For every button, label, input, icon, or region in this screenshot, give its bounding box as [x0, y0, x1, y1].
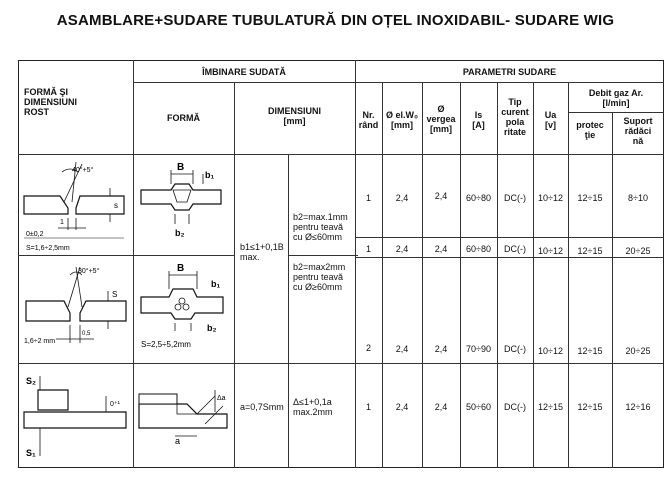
cell-prot: 12÷15: [577, 346, 603, 356]
header-forma-rost: FORMĂ ŞI DIMENSIUNI ROST: [24, 87, 78, 117]
cell-ua: 10÷12: [538, 346, 563, 356]
header-nr-rand: Nr. rând: [358, 110, 379, 130]
sketch-label-da: Δa: [217, 395, 226, 402]
header-diam-vergea: Ø vergea [mm]: [426, 104, 456, 134]
sketch-label-B: B: [177, 162, 185, 173]
sketch-row1-forma: [135, 160, 233, 250]
sketch-label-gap: 1,6÷2 mm: [24, 338, 56, 345]
cell-nr: 1: [365, 244, 371, 254]
cell-el: 2,4: [395, 244, 409, 254]
sketch-label-s: S: [112, 290, 118, 299]
cell-suport: 20÷25: [625, 246, 651, 256]
cell-prot: 12÷15: [577, 193, 603, 203]
cell-curent: DC(-): [504, 244, 526, 254]
rule-param-row1: [355, 237, 664, 238]
sketch-label-s1: S₁: [26, 448, 36, 458]
rule-row1-bottom-right: [288, 255, 358, 256]
sketch-row2-rost: [20, 259, 132, 359]
header-dimensiuni: DIMENSIUNI [mm]: [267, 106, 321, 126]
rule-col-suport: [612, 112, 613, 468]
rule-col-dim-right: [288, 154, 289, 468]
sketch-label-a: a: [175, 436, 181, 446]
header-forma: FORMĂ: [167, 113, 200, 123]
sketch-label-angle: 30°+5°: [78, 268, 100, 275]
sketch-label-gap: 0±0,2: [26, 231, 44, 238]
cell-is: 50÷60: [466, 402, 491, 412]
cell-suport: 12÷16: [625, 402, 651, 412]
sketch-label-s2: S₂: [26, 376, 37, 386]
sketch-label-S: S=1,6÷2,5mm: [26, 245, 70, 252]
cell-nr: 1: [365, 402, 371, 412]
dim-row1-b2: b2=max.1mm pentru teavă cu Ø≤60mm: [293, 212, 348, 242]
rule-header-mid: [133, 82, 664, 83]
header-protectie: protec ţie: [576, 120, 604, 140]
cell-is: 60÷80: [466, 244, 491, 254]
document-title: ASAMBLARE+SUDARE TUBULATURĂ DIN OȚEL INOXIDABIL- SUDARE WIG: [56, 12, 615, 29]
header-tip-curent: Tip curent pola ritate: [501, 97, 529, 137]
sketch-label-05: 0,5: [82, 331, 91, 337]
cell-prot: 12÷15: [577, 246, 603, 256]
header-imbinare-sudata: ÎMBINARE SUDATĂ: [202, 67, 286, 77]
sketch-label-B: B: [177, 263, 185, 274]
sketch-label-one: 1: [60, 219, 64, 226]
cell-curent: DC(-): [504, 193, 526, 203]
sketch-label-b2: b₂: [175, 228, 185, 238]
cell-ua: 12÷15: [538, 402, 563, 412]
rule-row1-bottom-left: [18, 255, 234, 256]
header-suport-radacina: Suport rădăci nă: [623, 116, 653, 146]
dim-row3-delta: Δ≤1+0,1a max.2mm: [293, 397, 333, 417]
cell-curent: DC(-): [504, 402, 526, 412]
sketch-label-01: 0⁺¹: [110, 401, 120, 408]
cell-vergea: 2,4: [434, 244, 448, 254]
cell-is: 60÷80: [466, 193, 491, 203]
dim-shared-b1: b1≤1+0,1B max.: [240, 242, 284, 262]
cell-vergea: 2,4: [434, 402, 448, 412]
cell-el: 2,4: [395, 402, 409, 412]
header-parametri-sudare: PARAMETRI SUDARE: [462, 67, 557, 77]
sketch-row3-forma: [135, 370, 233, 462]
cell-is: 70÷90: [466, 344, 491, 354]
dim-row3-a: a=0,7Smm: [240, 402, 284, 412]
cell-suport: 8÷10: [628, 193, 648, 203]
header-debit-gaz: Debit gaz Ar. [l/min]: [588, 88, 644, 108]
header-diam-el: Ø el.W₀ [mm]: [385, 110, 419, 130]
sketch-row1-rost: [20, 158, 132, 254]
rule-col-dimensiuni: [234, 82, 235, 468]
rule-param-row2: [355, 257, 664, 258]
cell-ua: 10÷12: [538, 193, 563, 203]
sketch-label-s: s: [114, 201, 118, 210]
cell-prot: 12÷15: [577, 402, 603, 412]
sketch-row3-rost: [20, 366, 132, 466]
cell-vergea: 2,4: [434, 344, 448, 354]
header-is: Is [A]: [472, 110, 485, 130]
sketch-row2-forma: [135, 259, 233, 359]
header-ua: Ua [v]: [544, 110, 557, 130]
cell-nr: 1: [365, 193, 371, 203]
sketch-label-S: S=2,5÷5,2mm: [141, 340, 191, 349]
cell-suport: 20÷25: [625, 346, 651, 356]
cell-vergea: 2,4: [434, 191, 448, 201]
sketch-label-b1: b₁: [205, 170, 215, 180]
sketch-label-angle: 40°+5°: [72, 167, 94, 174]
cell-el: 2,4: [395, 344, 409, 354]
cell-nr: 2: [365, 343, 371, 353]
cell-el: 2,4: [395, 193, 409, 203]
cell-ua: 10÷12: [538, 246, 563, 256]
sketch-label-b2: b₂: [207, 323, 217, 333]
cell-curent: DC(-): [504, 344, 526, 354]
rule-debit-mid: [568, 112, 664, 113]
sketch-label-b1: b₁: [211, 279, 221, 289]
dim-row2-b2: b2=max2mm pentru teavă cu Ø≥60mm: [293, 262, 346, 292]
